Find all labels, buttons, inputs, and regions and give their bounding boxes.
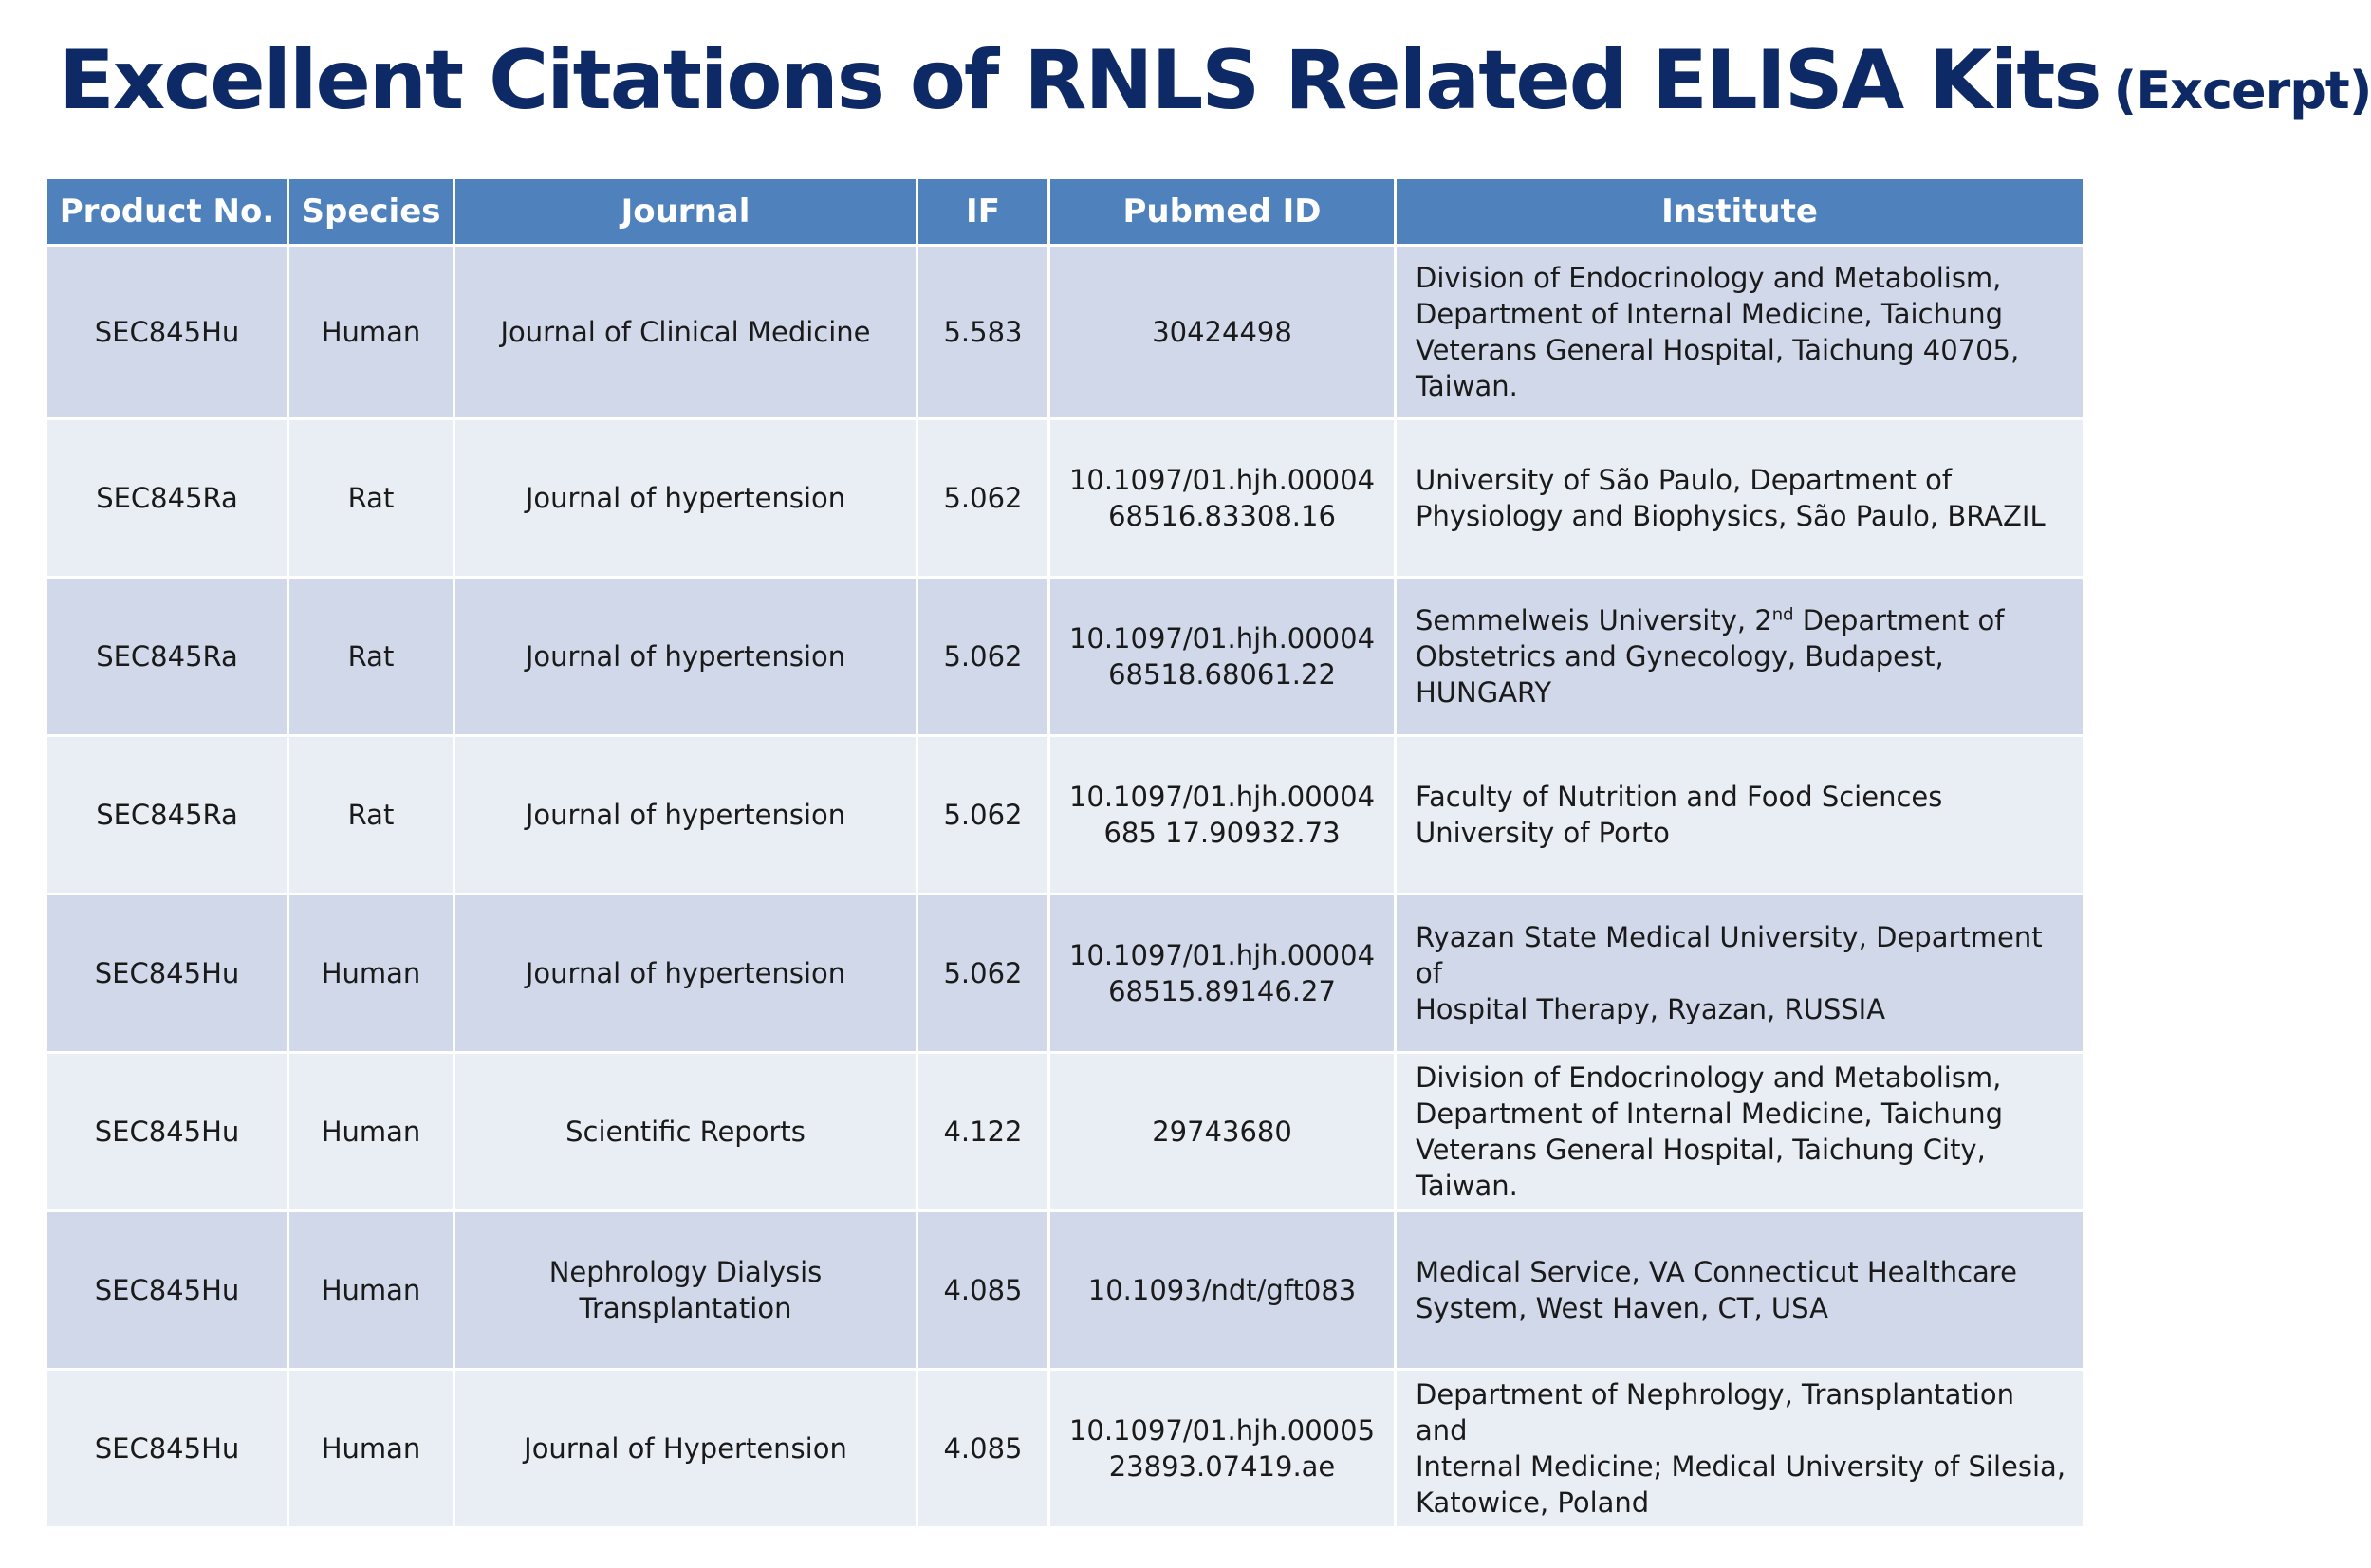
cell-institute: Division of Endocrinology and Metabolism, Department of Internal Medicine, Taichung Veterans General Hospital, Taichung 40705, Taiwan. bbox=[1397, 247, 2083, 417]
citations-table bbox=[45, 176, 2085, 1529]
cell-product-no: SEC845Ra bbox=[47, 737, 287, 893]
cell-pubmed-id: 10.1097/01.hjh.00004 685 17.90932.73 bbox=[1050, 737, 1394, 893]
cell-if: 4.085 bbox=[918, 1212, 1047, 1368]
page-title-suffix: (Excerpt) bbox=[2113, 61, 2371, 120]
ordinal-suffix: nd bbox=[1771, 604, 1794, 625]
cell-pubmed-id: 10.1097/01.hjh.00004 68518.68061.22 bbox=[1050, 579, 1394, 734]
cell-institute: Department of Nephrology, Transplantation and Internal Medicine; Medical University of Silesia, Katowice, Poland bbox=[1397, 1371, 2083, 1526]
header-product-no: Product No. bbox=[47, 179, 287, 244]
table-row bbox=[47, 895, 2083, 1051]
table-row bbox=[47, 1212, 2083, 1368]
cell-pubmed-id: 10.1097/01.hjh.00005 23893.07419.ae bbox=[1050, 1371, 1394, 1526]
cell-product-no: SEC845Hu bbox=[47, 1371, 287, 1526]
cell-pubmed-id: 10.1097/01.hjh.00004 68515.89146.27 bbox=[1050, 895, 1394, 1051]
cell-journal: Journal of hypertension bbox=[455, 420, 916, 576]
institute-text-end: Department of Obstetrics and Gynecology, Budapest, HUNGARY bbox=[1416, 604, 2005, 709]
table-row bbox=[47, 1371, 2083, 1526]
cell-if: 5.062 bbox=[918, 737, 1047, 893]
cell-species: Rat bbox=[289, 579, 453, 734]
cell-journal: Journal of hypertension bbox=[455, 895, 916, 1051]
cell-institute: Faculty of Nutrition and Food Sciences University of Porto bbox=[1397, 737, 2083, 893]
cell-journal: Journal of hypertension bbox=[455, 737, 916, 893]
table-row bbox=[47, 579, 2083, 734]
cell-pubmed-id: 29743680 bbox=[1050, 1054, 1394, 1209]
header-species: Species bbox=[289, 179, 453, 244]
cell-product-no: SEC845Hu bbox=[47, 895, 287, 1051]
cell-species: Human bbox=[289, 1054, 453, 1209]
cell-species: Rat bbox=[289, 420, 453, 576]
cell-species: Human bbox=[289, 247, 453, 417]
cell-if: 5.583 bbox=[918, 247, 1047, 417]
table-row bbox=[47, 247, 2083, 417]
cell-species: Human bbox=[289, 1212, 453, 1368]
page-title-main: Excellent Citations of RNLS Related ELISA Kits bbox=[59, 33, 2101, 128]
table-header-row bbox=[47, 179, 2083, 244]
header-journal: Journal bbox=[455, 179, 916, 244]
cell-product-no: SEC845Hu bbox=[47, 1054, 287, 1209]
institute-text-start: Semmelweis University, 2 bbox=[1416, 604, 1772, 636]
cell-journal: Nephrology Dialysis Transplantation bbox=[455, 1212, 916, 1368]
cell-institute: University of São Paulo, Department of Physiology and Biophysics, São Paulo, BRAZIL bbox=[1397, 420, 2083, 576]
cell-pubmed-id: 10.1093/ndt/gft083 bbox=[1050, 1212, 1394, 1368]
cell-journal: Journal of hypertension bbox=[455, 579, 916, 734]
cell-journal: Journal of Hypertension bbox=[455, 1371, 916, 1526]
cell-product-no: SEC845Hu bbox=[47, 1212, 287, 1368]
cell-if: 4.122 bbox=[918, 1054, 1047, 1209]
cell-product-no: SEC845Hu bbox=[47, 247, 287, 417]
table-row bbox=[47, 1054, 2083, 1209]
cell-institute: Ryazan State Medical University, Department of Hospital Therapy, Ryazan, RUSSIA bbox=[1397, 895, 2083, 1051]
cell-species: Human bbox=[289, 1371, 453, 1526]
header-pubmed-id: Pubmed ID bbox=[1050, 179, 1394, 244]
cell-product-no: SEC845Ra bbox=[47, 579, 287, 734]
cell-institute: Medical Service, VA Connecticut Healthcare System, West Haven, CT, USA bbox=[1397, 1212, 2083, 1368]
cell-pubmed-id: 30424498 bbox=[1050, 247, 1394, 417]
cell-institute: Division of Endocrinology and Metabolism, Department of Internal Medicine, Taichung Veterans General Hospital, Taichung City, Taiwan. bbox=[1397, 1054, 2083, 1209]
cell-if: 4.085 bbox=[918, 1371, 1047, 1526]
table-row bbox=[47, 420, 2083, 576]
cell-if: 5.062 bbox=[918, 579, 1047, 734]
cell-journal: Journal of Clinical Medicine bbox=[455, 247, 916, 417]
cell-journal: Scientific Reports bbox=[455, 1054, 916, 1209]
cell-species: Human bbox=[289, 895, 453, 1051]
cell-institute bbox=[1397, 579, 2083, 734]
cell-product-no: SEC845Ra bbox=[47, 420, 287, 576]
cell-species: Rat bbox=[289, 737, 453, 893]
cell-if: 5.062 bbox=[918, 420, 1047, 576]
table-row bbox=[47, 737, 2083, 893]
cell-pubmed-id: 10.1097/01.hjh.00004 68516.83308.16 bbox=[1050, 420, 1394, 576]
page-title bbox=[59, 33, 2371, 128]
cell-if: 5.062 bbox=[918, 895, 1047, 1051]
header-if: IF bbox=[918, 179, 1047, 244]
header-institute: Institute bbox=[1397, 179, 2083, 244]
